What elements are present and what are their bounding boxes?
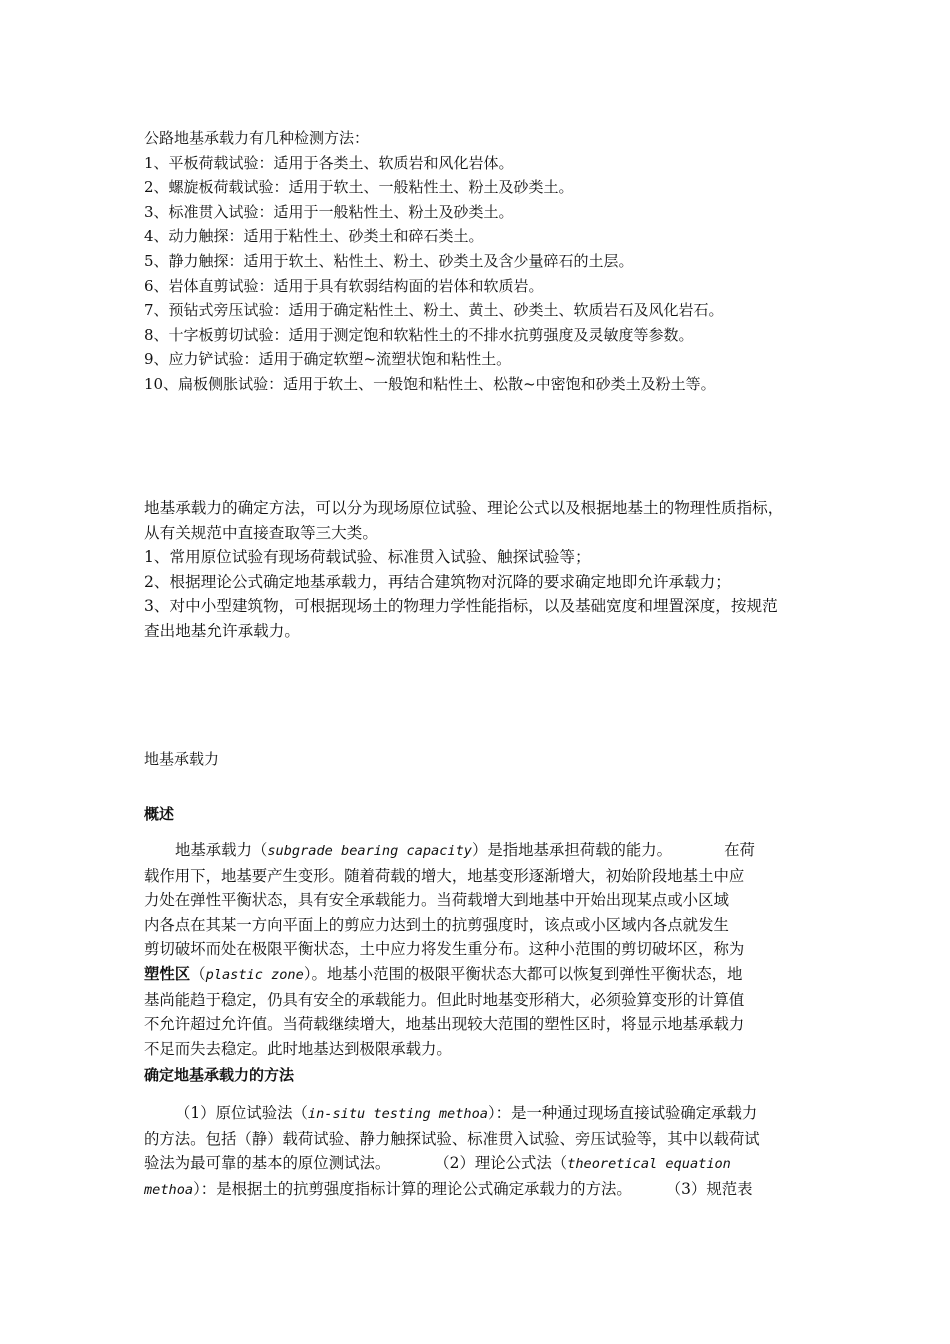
text-line: 内各点在其某一方向平面上的剪应力达到土的抗剪强度时，该点或小区域内各点就发生 (144, 915, 729, 934)
text-line: 地基承载力的确定方法，可以分为现场原位试验、理论公式以及根据地基土的物理性质指标， (144, 499, 784, 517)
english-term: plastic zone (205, 966, 304, 983)
text-run: （ (190, 964, 206, 983)
text-run: 在荷 (724, 841, 755, 859)
text-run: （3）规范表 (665, 1179, 753, 1198)
text-line: 查出地基允许承载力。 (144, 621, 300, 640)
text-line: 3、对中小型建筑物，可根据现场土的物理力学性能指标，以及基础宽度和埋置深度，按规范 (144, 597, 778, 616)
english-term: methoa (144, 1181, 194, 1198)
text-line: 基尚能趋于稳定，仍具有安全的承载能力。但此时地基变形稍大，必须验算变形的计算值 (144, 990, 745, 1009)
list-item: 10、扁板侧胀试验：适用于软土、一般饱和粘性土、松散~中密饱和砂类土及粉土等。 (144, 374, 716, 393)
english-term: theoretical equation (567, 1156, 731, 1173)
bold-term: 塑性区 (144, 964, 191, 983)
list-item: 6、岩体直剪试验：适用于具有软弱结构面的岩体和软质岩。 (144, 276, 544, 295)
english-term: in-situ testing methoa (307, 1106, 488, 1122)
text-run: ）：是一种通过现场直接试验确定承载力 (487, 1104, 758, 1122)
list-item: 3、标准贯入试验：适用于一般粘性土、粉土及砂类土。 (144, 202, 514, 221)
text-line (144, 1151, 812, 1177)
text-line: 力处在弹性平衡状态，具有安全承载能力。当荷载增大到地基中开始出现某点或小区域 (144, 891, 729, 910)
determination-methods-paragraph (144, 496, 819, 644)
text-line (144, 838, 812, 864)
method-paragraph (144, 1101, 812, 1202)
text-line: 载作用下，地基要产生变形。随着荷载的增大，地基变形逐渐增大，初始阶段地基土中应 (144, 866, 745, 885)
text-line: 不允许超过允许值。当荷载继续增大，地基出现较大范围的塑性区时，将显示地基承载力 (144, 1015, 745, 1034)
overview-paragraph (144, 838, 812, 1061)
list-item: 5、静力触探：适用于软土、粘性土、粉土、砂类土及含少量碎石的土层。 (144, 251, 634, 270)
list-item: 1、平板荷载试验：适用于各类土、软质岩和风化岩体。 (144, 153, 514, 172)
text-run: ）。地基小范围的极限平衡状态大都可以恢复到弹性平衡状态，地 (303, 964, 743, 983)
text-line: 的方法。包括（静）载荷试验、静力触探试验、标准贯入试验、旁压试验等，其中以载荷试 (144, 1129, 760, 1148)
list-item: 9、应力铲试验：适用于确定软塑~流塑状饱和粘性土。 (144, 350, 512, 369)
text-run: 验法为最可靠的基本的原位测试法。 (144, 1154, 391, 1173)
test-methods-list (144, 126, 824, 397)
text-line: 剪切破坏而处在极限平衡状态，土中应力将发生重分布。这种小范围的剪切破坏区，称为 (144, 940, 745, 959)
list-heading: 公路地基承载力有几种检测方法： (144, 129, 370, 147)
text-line (144, 962, 812, 988)
method-heading: 确定地基承载力的方法 (144, 1066, 295, 1084)
text-line (144, 1101, 812, 1127)
text-run: 地基承载力（ (175, 841, 268, 859)
list-item: 8、十字板剪切试验：适用于测定饱和软粘性土的不排水抗剪强度及灵敏度等参数。 (144, 325, 694, 344)
text-line (144, 1177, 812, 1203)
overview-heading: 概述 (144, 805, 175, 823)
english-term: subgrade bearing capacity (267, 843, 472, 859)
list-item: 4、动力触探：适用于粘性土、砂类土和碎石类土。 (144, 227, 484, 246)
text-run: ）：是根据土的抗剪强度指标计算的理论公式确定承载力的方法。 (193, 1179, 632, 1198)
text-line: 2、根据理论公式确定地基承载力，再结合建筑物对沉降的要求确定地即允许承载力； (144, 572, 731, 591)
text-run: ）是指地基承担荷载的能力。 (471, 841, 673, 859)
list-item: 7、预钻式旁压试验：适用于确定粘性土、粉土、黄土、砂类土、软质岩石及风化岩石。 (144, 301, 724, 320)
section-title: 地基承载力 (144, 750, 220, 768)
text-line: 从有关规范中直接查取等三大类。 (144, 523, 378, 542)
list-item: 2、螺旋板荷载试验：适用于软土、一般粘性土、粉土及砂类土。 (144, 178, 574, 197)
text-line: 1、常用原位试验有现场荷载试验、标准贯入试验、触探试验等； (144, 548, 591, 567)
text-run: （2）理论公式法（ (434, 1154, 568, 1173)
text-run: （1）原位试验法（ (175, 1104, 308, 1122)
text-line: 不足而失去稳定。此时地基达到极限承载力。 (144, 1039, 452, 1058)
